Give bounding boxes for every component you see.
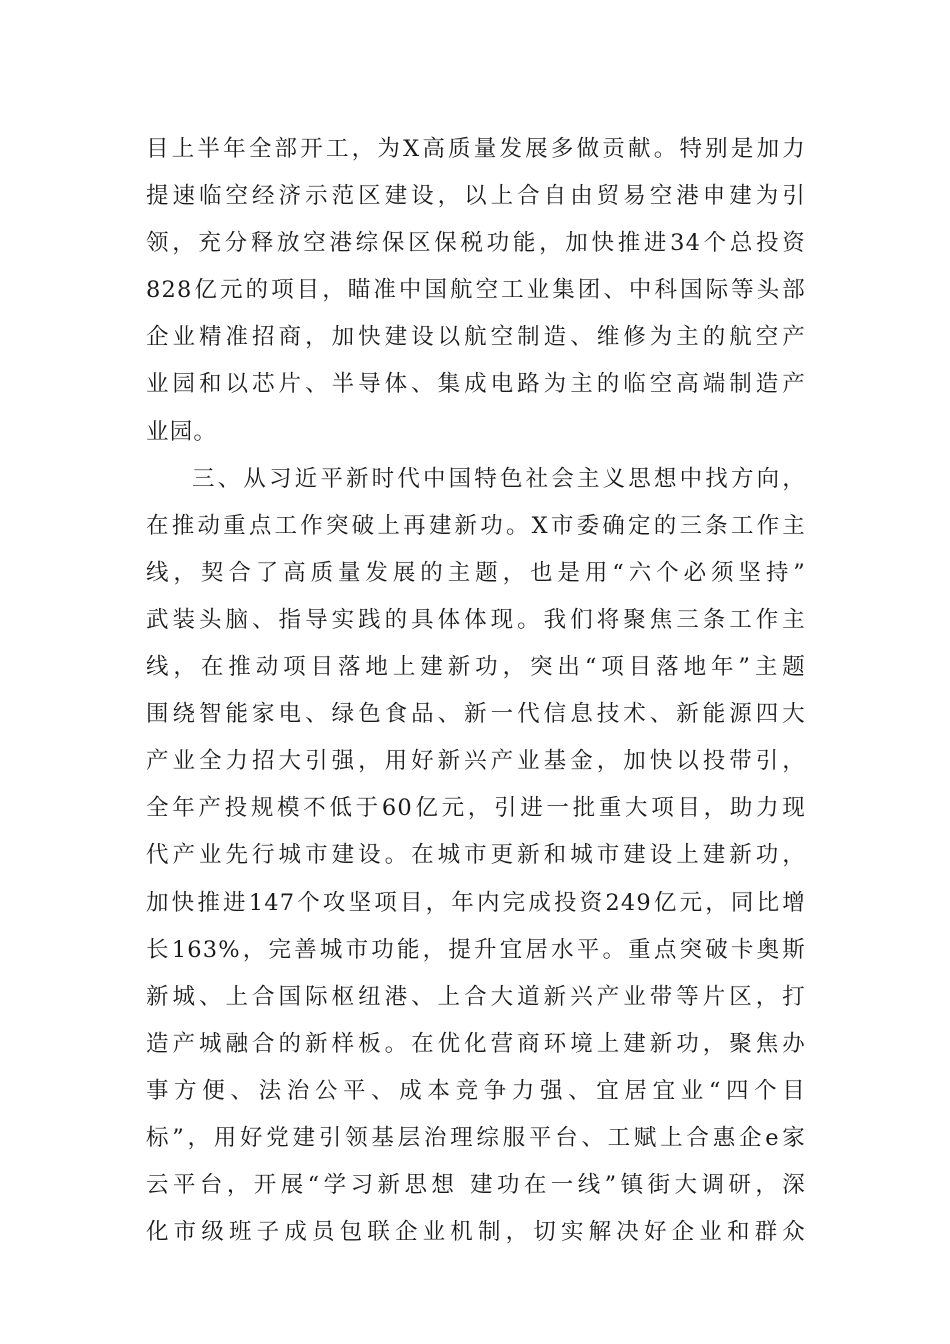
text-line: 事方便、法治公平、成本竞争力强、宜居宜业“四个目	[146, 1077, 806, 1104]
text-line: 企业精准招商，加快建设以航空制造、维修为主的航空产	[146, 324, 806, 351]
text-line: 加快推进147个攻坚项目，年内完成投资249亿元，同比增	[146, 889, 806, 916]
text-line: 业园。	[146, 418, 218, 445]
text-line: 化市级班子成员包联企业机制，切实解决好企业和群众	[146, 1219, 806, 1246]
text-line: 长163%，完善城市功能，提升宜居水平。重点突破卡奥斯	[146, 936, 806, 963]
text-line: 提速临空经济示范区建设，以上合自由贸易空港申建为引	[146, 183, 806, 210]
text-line: 武装头脑、指导实践的具体体现。我们将聚焦三条工作主	[146, 606, 806, 633]
text-line: 代产业先行城市建设。在城市更新和城市建设上建新功，	[146, 842, 806, 869]
text-line: 业园和以芯片、半导体、集成电路为主的临空高端制造产	[146, 371, 806, 398]
body-text	[146, 126, 806, 1256]
text-line: 线，契合了高质量发展的主题，也是用“六个必须坚持”	[146, 559, 806, 586]
text-line: 线，在推动项目落地上建新功，突出“项目落地年”主题	[146, 654, 806, 681]
text-line: 领，充分释放空港综保区保税功能，加快推进34个总投资	[146, 230, 806, 257]
text-line: 全年产投规模不低于60亿元，引进一批重大项目，助力现	[146, 795, 806, 822]
text-line: 造产城融合的新样板。在优化营商环境上建新功，聚焦办	[146, 1030, 806, 1057]
text-line: 828亿元的项目，瞄准中国航空工业集团、中科国际等头部	[146, 277, 806, 304]
text-line: 在推动重点工作突破上再建新功。X市委确定的三条工作主	[146, 512, 806, 539]
section-heading-line: 三、从习近平新时代中国特色社会主义思想中找方向，	[192, 465, 806, 492]
text-line: 云平台，开展“学习新思想 建功在一线”镇街大调研，深	[146, 1172, 806, 1199]
text-line: 目上半年全部开工，为X高质量发展多做贡献。特别是加力	[146, 136, 806, 162]
text-line: 围绕智能家电、绿色食品、新一代信息技术、新能源四大	[146, 701, 806, 728]
text-line: 新城、上合国际枢纽港、上合大道新兴产业带等片区，打	[146, 983, 806, 1010]
text-line: 产业全力招大引强，用好新兴产业基金，加快以投带引，	[146, 748, 806, 775]
text-line: 标”，用好党建引领基层治理综服平台、工赋上合惠企e家	[146, 1124, 806, 1151]
